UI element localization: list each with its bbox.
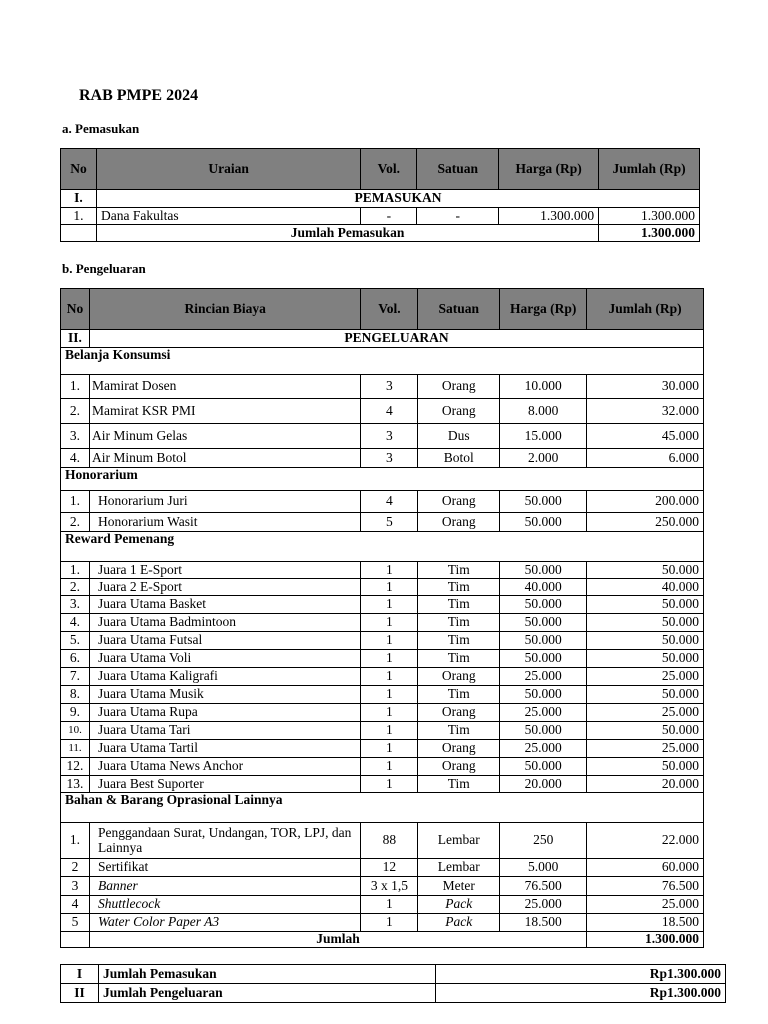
cell-desc: Water Color Paper A3 [89,914,360,932]
page-title: RAB PMPE 2024 [79,87,199,104]
cell-unit: Orang [418,740,500,758]
table-row [61,562,704,579]
table-row [61,614,704,632]
cell-vol: 5 [361,513,418,532]
cell-total: 18.500 [587,914,704,932]
cell-price: 50.000 [500,632,587,650]
table-row [61,579,704,596]
col-header-desc: Uraian [96,149,360,190]
table-row [61,877,704,896]
cell-vol: 1 [361,596,418,614]
col-header-vol: Vol. [361,289,418,330]
cell-vol: 1 [361,740,418,758]
cell-total: 50.000 [587,758,704,776]
cell-vol: 4 [361,491,418,513]
cell-no: 2. [61,399,90,424]
income-table [60,148,700,242]
cell-vol: 3 x 1,5 [361,877,418,896]
cell-no: 2. [61,513,90,532]
cell-unit: Dus [418,424,500,449]
expense-total-value: 1.300.000 [587,932,704,948]
cell-desc: Honorarium Wasit [89,513,360,532]
cell-no: 8. [61,686,90,704]
cell-desc: Sertifikat [89,859,360,877]
cell-desc: Juara Utama Voli [89,650,360,668]
cell-total: 50.000 [587,722,704,740]
cell-no: 3 [61,877,90,896]
cell-unit: Orang [418,668,500,686]
cell-vol: 4 [361,399,418,424]
cell-unit: Orang [418,399,500,424]
cell-unit: Orang [418,513,500,532]
cell-vol: - [361,208,417,225]
summary-label: Jumlah Pemasukan [98,965,435,984]
cell-desc: Shuttlecock [89,896,360,914]
cell-no: 3. [61,424,90,449]
cell-price: 2.000 [500,449,587,468]
cell-price: 25.000 [500,740,587,758]
cell-desc: Juara Best Suporter [89,776,360,793]
cell-price: 50.000 [500,686,587,704]
cell-total: 25.000 [587,740,704,758]
cell-vol: 1 [361,896,418,914]
cell-no: 4 [61,896,90,914]
cell-no: 5 [61,914,90,932]
cell-total: 50.000 [587,650,704,668]
col-header-unit: Satuan [418,289,500,330]
cell-vol: 1 [361,722,418,740]
cell-price: 50.000 [500,758,587,776]
table-row [61,896,704,914]
col-header-total: Jumlah (Rp) [587,289,704,330]
summary-row [61,965,726,984]
cell-price: 50.000 [500,650,587,668]
cell-no: 1. [61,823,90,859]
cell-vol: 1 [361,632,418,650]
expense-section-label: b. Pengeluaran [62,261,146,276]
table-row [61,424,704,449]
summary-no: I [61,965,99,984]
cell-unit: Tim [418,632,500,650]
cell-price: 25.000 [500,668,587,686]
expense-total-label: Jumlah [89,932,586,948]
cell-total: 60.000 [587,859,704,877]
col-header-unit: Satuan [417,149,499,190]
cell-vol: 1 [361,614,418,632]
cell-desc: Air Minum Gelas [89,424,360,449]
cell-price: 50.000 [500,491,587,513]
cell-no: 1. [61,208,97,225]
cell-no: 3. [61,596,90,614]
cell-unit: Orang [418,758,500,776]
cell-unit: Orang [418,704,500,722]
cell-total: 32.000 [587,399,704,424]
cell-vol: 88 [361,823,418,859]
cell-total: 25.000 [587,896,704,914]
cell-no: 13. [61,776,90,793]
cell-vol: 1 [361,704,418,722]
table-row [61,513,704,532]
cell-total: 22.000 [587,823,704,859]
table-row [61,491,704,513]
income-section-label: a. Pemasukan [62,121,140,136]
cell-total: 20.000 [587,776,704,793]
table-row [61,823,704,859]
expense-table [60,288,704,948]
cell-total: 250.000 [587,513,704,532]
cell-total: 200.000 [587,491,704,513]
cell-unit: - [417,208,499,225]
cell-desc: Juara Utama Rupa [89,704,360,722]
category-heading: Belanja Konsumsi [61,348,704,375]
cell-desc: Dana Fakultas [96,208,360,225]
group-no: I. [61,190,97,208]
cell-price: 25.000 [500,896,587,914]
cell-unit: Tim [418,614,500,632]
cell-unit: Tim [418,776,500,793]
cell-total: 25.000 [587,668,704,686]
income-total-label: Jumlah Pemasukan [96,225,598,242]
cell-total: 40.000 [587,579,704,596]
cell-price: 20.000 [500,776,587,793]
table-row [61,668,704,686]
col-header-price: Harga (Rp) [500,289,587,330]
cell-vol: 12 [361,859,418,877]
cell-no: 1. [61,562,90,579]
table-row [61,596,704,614]
cell-unit: Tim [418,579,500,596]
cell-unit: Tim [418,686,500,704]
summary-table [60,964,726,1003]
cell-unit: Botol [418,449,500,468]
cell-desc: Air Minum Botol [89,449,360,468]
cell-total: 76.500 [587,877,704,896]
cell-desc: Juara 2 E-Sport [89,579,360,596]
cell-price: 15.000 [500,424,587,449]
table-row [61,650,704,668]
category-heading: Reward Pemenang [61,532,704,562]
cell-desc: Banner [89,877,360,896]
cell-vol: 1 [361,776,418,793]
cell-desc: Juara Utama Futsal [89,632,360,650]
cell-total: 1.300.000 [599,208,700,225]
cell-desc: Juara Utama Kaligrafi [89,668,360,686]
summary-label: Jumlah Pengeluaran [98,984,435,1003]
cell-vol: 1 [361,650,418,668]
cell-price: 25.000 [500,704,587,722]
cell-vol: 3 [361,375,418,399]
col-header-desc: Rincian Biaya [89,289,360,330]
group-label: PEMASUKAN [96,190,699,208]
table-row [61,758,704,776]
cell-no: 1. [61,491,90,513]
table-row [61,208,700,225]
cell-total: 50.000 [587,596,704,614]
cell-vol: 1 [361,668,418,686]
cell-no: 12. [61,758,90,776]
category-heading: Honorarium [61,468,704,491]
cell-price: 50.000 [500,614,587,632]
cell-unit: Lembar [418,823,500,859]
table-row [61,914,704,932]
cell-unit: Tim [418,650,500,668]
summary-row [61,984,726,1003]
cell-price: 50.000 [500,562,587,579]
cell-desc: Juara Utama Tari [89,722,360,740]
cell-desc: Juara Utama Tartil [89,740,360,758]
col-header-no: No [61,289,90,330]
cell-price: 5.000 [500,859,587,877]
cell-price: 10.000 [500,375,587,399]
cell-unit: Orang [418,375,500,399]
cell-price: 250 [500,823,587,859]
table-row [61,449,704,468]
cell-desc: Juara 1 E-Sport [89,562,360,579]
cell-desc: Juara Utama Musik [89,686,360,704]
cell-price: 1.300.000 [499,208,599,225]
summary-no: II [61,984,99,1003]
col-header-vol: Vol. [361,149,417,190]
cell-price: 50.000 [500,513,587,532]
cell-unit: Tim [418,722,500,740]
cell-total: 6.000 [587,449,704,468]
table-row [61,399,704,424]
table-row [61,704,704,722]
cell-total: 50.000 [587,562,704,579]
cell-no: 10. [61,722,90,740]
income-total-value: 1.300.000 [599,225,700,242]
cell-no: 4. [61,449,90,468]
cell-no: 11. [61,740,90,758]
group-no: II. [61,330,90,348]
col-header-no: No [61,149,97,190]
cell-price: 8.000 [500,399,587,424]
cell-total: 45.000 [587,424,704,449]
cell-price: 18.500 [500,914,587,932]
table-row [61,686,704,704]
cell-vol: 3 [361,424,418,449]
cell-desc: Honorarium Juri [89,491,360,513]
cell-unit: Tim [418,596,500,614]
cell-unit: Pack [418,914,500,932]
cell-unit: Pack [418,896,500,914]
cell-desc: Juara Utama Basket [89,596,360,614]
cell-no: 7. [61,668,90,686]
cell-price: 76.500 [500,877,587,896]
category-heading: Bahan & Barang Oprasional Lainnya [61,793,704,823]
cell-desc: Juara Utama Badmintoon [89,614,360,632]
cell-price: 50.000 [500,596,587,614]
table-row [61,375,704,399]
cell-no: 1. [61,375,90,399]
cell-unit: Meter [418,877,500,896]
cell-desc: Mamirat KSR PMI [89,399,360,424]
cell-price: 50.000 [500,722,587,740]
cell-desc: Mamirat Dosen [89,375,360,399]
cell-total: 30.000 [587,375,704,399]
table-row [61,632,704,650]
cell-desc: Juara Utama News Anchor [89,758,360,776]
cell-no: 9. [61,704,90,722]
cell-vol: 1 [361,758,418,776]
cell-total: 50.000 [587,686,704,704]
cell-unit: Tim [418,562,500,579]
cell-total: 50.000 [587,632,704,650]
cell-no: 2. [61,579,90,596]
table-row [61,859,704,877]
cell-unit: Lembar [418,859,500,877]
cell-vol: 1 [361,686,418,704]
table-row [61,740,704,758]
table-row [61,776,704,793]
summary-value: Rp1.300.000 [436,984,726,1003]
cell-no: 6. [61,650,90,668]
cell-no: 5. [61,632,90,650]
cell-no: 4. [61,614,90,632]
col-header-price: Harga (Rp) [499,149,599,190]
table-row [61,722,704,740]
cell-vol: 3 [361,449,418,468]
col-header-total: Jumlah (Rp) [599,149,700,190]
cell-vol: 1 [361,579,418,596]
cell-desc: Penggandaan Surat, Undangan, TOR, LPJ, dan Lainnya [89,823,360,859]
cell-total: 25.000 [587,704,704,722]
cell-no: 2 [61,859,90,877]
group-label: PENGELUARAN [89,330,703,348]
cell-unit: Orang [418,491,500,513]
cell-price: 40.000 [500,579,587,596]
cell-vol: 1 [361,914,418,932]
cell-vol: 1 [361,562,418,579]
summary-value: Rp1.300.000 [436,965,726,984]
cell-total: 50.000 [587,614,704,632]
